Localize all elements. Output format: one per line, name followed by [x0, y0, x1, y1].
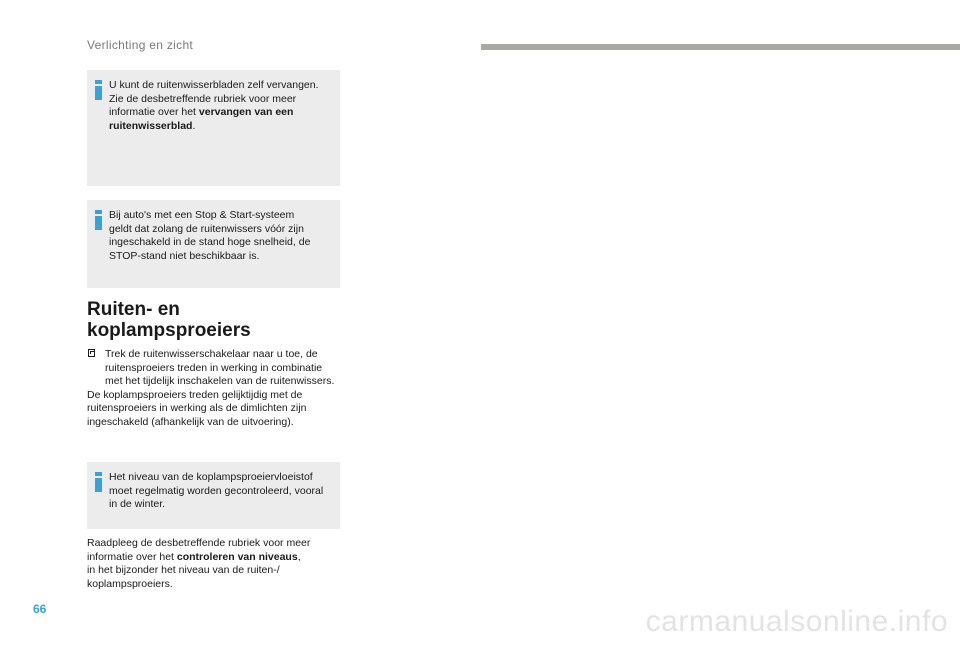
bold-reference: ruitenwisserblad — [109, 119, 193, 132]
bold-reference: vervangen van een — [198, 106, 294, 118]
text-line: Bij auto's met een Stop & Start-systeem — [109, 209, 295, 221]
text-line: Trek de ruitenwisserschakelaar naar u toe, de — [105, 348, 318, 360]
info-box-wiper-blades — [87, 70, 340, 186]
bullet-item — [87, 348, 347, 389]
text-line: koplampsproeiers. — [87, 577, 173, 590]
bullet-icon — [88, 349, 95, 357]
text-line: U kunt de ruitenwisserbladen zelf vervangen. — [109, 79, 319, 91]
heading-line: Ruiten- en — [87, 299, 180, 320]
paragraph — [87, 389, 347, 430]
section-heading — [87, 299, 347, 341]
text-line — [87, 551, 347, 565]
text-line: STOP-stand niet beschikbaar is. — [109, 249, 260, 262]
info-icon — [95, 80, 102, 100]
info-box-fluid-level — [87, 462, 340, 529]
text-line: ruitensproeiers in werking als de dimlichten zijn — [87, 402, 307, 414]
instruction-block — [87, 348, 347, 429]
info-box-text — [109, 209, 337, 263]
text-line — [109, 120, 337, 134]
bold-reference: controleren van niveaus — [176, 550, 298, 563]
text-line — [109, 106, 337, 120]
info-icon — [95, 210, 102, 230]
info-box-stop-start — [87, 200, 340, 288]
header-bar — [481, 44, 960, 50]
text-line: ruitensproeiers treden in werking in combinatie — [105, 361, 323, 374]
text-fragment: , — [297, 550, 301, 563]
info-box-text — [109, 79, 337, 133]
info-icon — [95, 472, 102, 492]
text-fragment: informatie over het — [109, 106, 199, 118]
text-line: Raadpleeg de desbetreffende rubriek voor meer — [87, 537, 311, 549]
text-line: De koplampsproeiers treden gelijktijdig met de — [87, 388, 303, 401]
text-line: geldt dat zolang de ruitenwissers vóór zijn — [109, 222, 304, 235]
text-line: in het bijzonder het niveau van de ruiten-/ — [87, 564, 280, 576]
heading-line: koplampsproeiers — [87, 320, 251, 341]
text-line: moet regelmatig worden gecontroleerd, vooral — [109, 484, 324, 497]
text-fragment: . — [192, 119, 196, 132]
page-number: 66 — [33, 602, 47, 616]
text-line: ingeschakeld in de stand hoge snelheid, de — [109, 236, 311, 248]
text-line: met het tijdelijk inschakelen van de ruitenwissers. — [105, 375, 335, 387]
info-box-text — [109, 471, 337, 512]
text-line: in de winter. — [109, 498, 166, 510]
text-line: ingeschakeld (afhankelijk van de uitvoering). — [87, 415, 294, 428]
paragraph — [87, 537, 347, 591]
text-line: Het niveau van de koplampsproeiervloeistof — [109, 471, 313, 483]
text-fragment: informatie over het — [87, 550, 177, 563]
section-title: Verlichting en zicht — [87, 38, 194, 52]
text-line: Zie de desbetreffende rubriek voor meer — [109, 92, 297, 105]
watermark: carmanualsonline.info — [645, 605, 948, 638]
